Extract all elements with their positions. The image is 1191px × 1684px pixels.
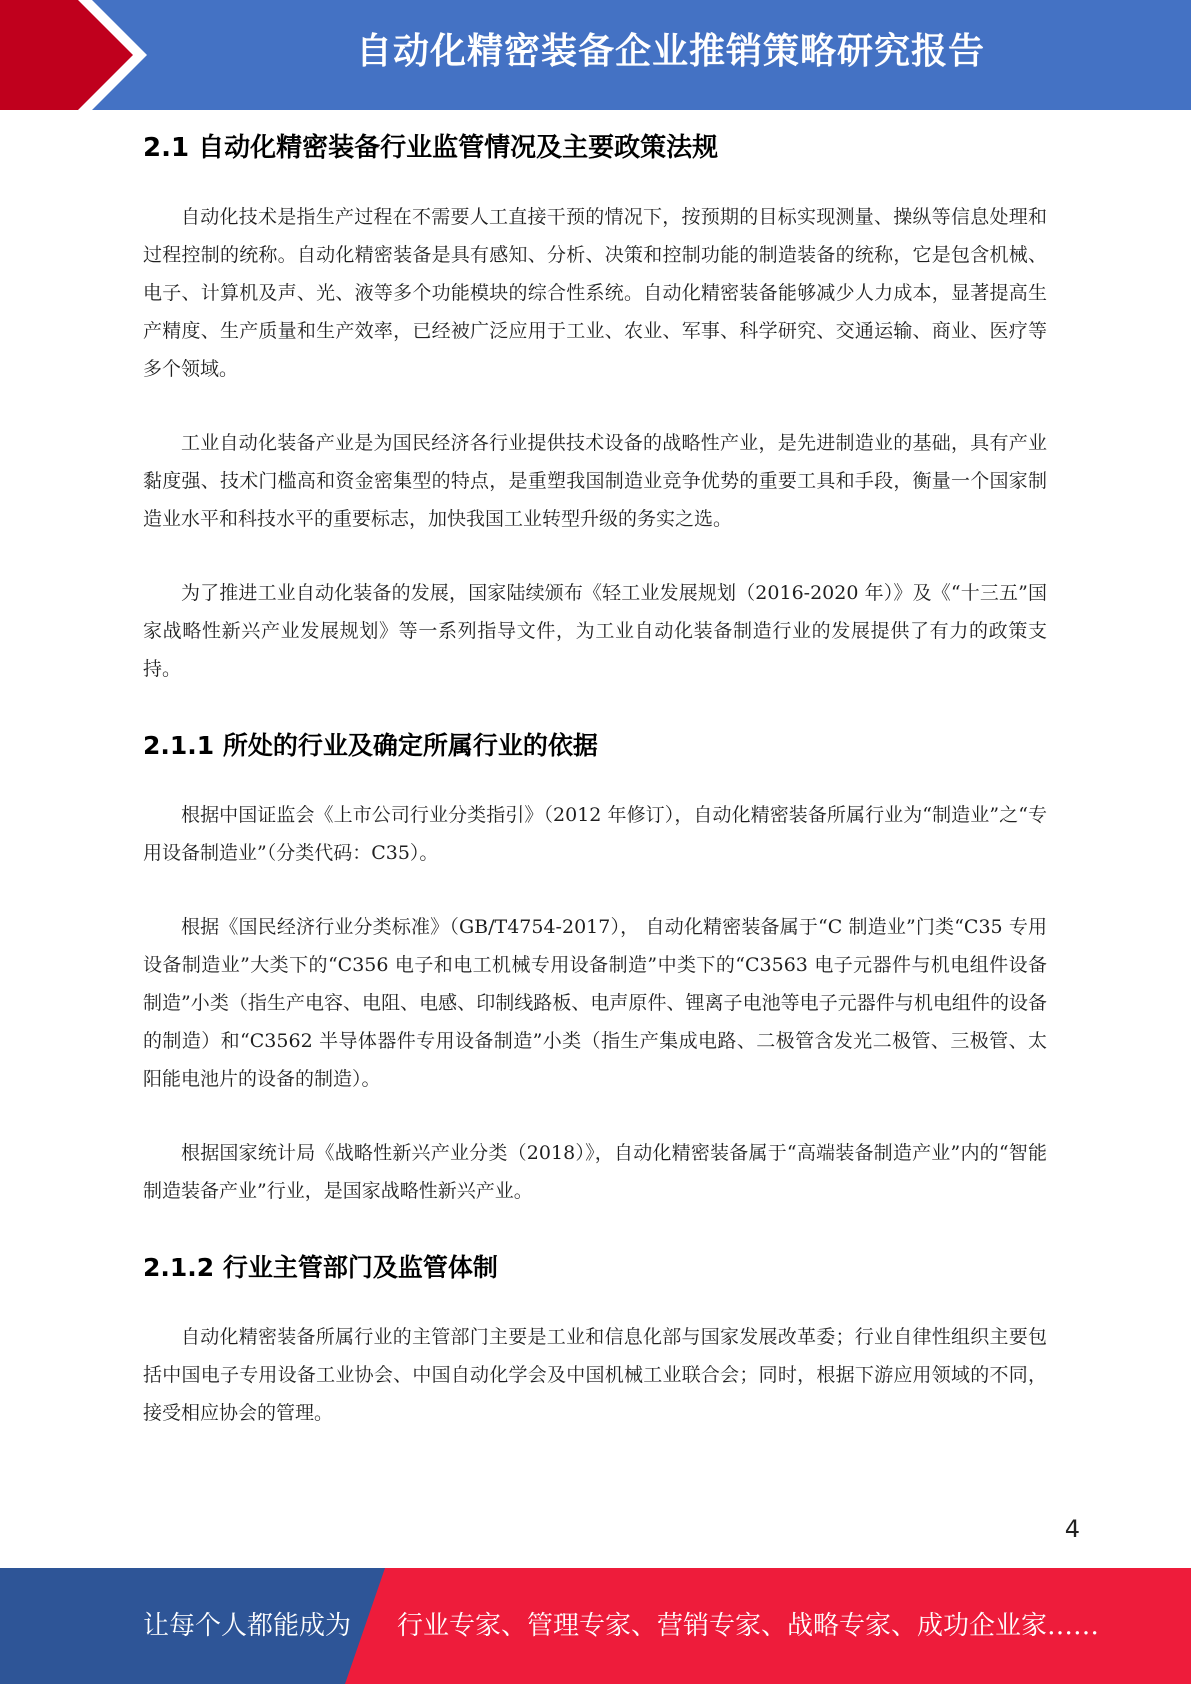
- paragraph: 自动化精密装备所属行业的主管部门主要是工业和信息化部与国家发展改革委；行业自律性组织主要包括中国电子专用设备工业协会、中国自动化学会及中国机械工业联合会；同时，根据下游应用领域的不同，接受相应协会的管理。: [143, 1326, 1047, 1424]
- paragraph: 自动化技术是指生产过程在不需要人工直接干预的情况下，按预期的目标实现测量、操纵等信息处理和过程控制的统称。自动化精密装备是具有感知、分析、决策和控制功能的制造装备的统称，它是包含机械、电子、计算机及声、光、液等多个功能模块的综合性系统。自动化精密装备能够减少人力成本，显著提高生产精度、生产质量和生产效率，已经被广泛应用于工业、农业、军事、科学研究、交通运输、商业、医疗等多个领域。: [143, 206, 1047, 380]
- footer-slogan-right: 行业专家、管理专家、营销专家、战略专家、成功企业家……: [397, 1611, 1100, 1641]
- header-banner: [0, 0, 1191, 110]
- section-heading: 2.1 自动化精密装备行业监管情况及主要政策法规: [143, 133, 719, 163]
- document-body: [143, 126, 1047, 1468]
- paragraph: 根据中国证监会《上市公司行业分类指引》（2012 年修订），自动化精密装备所属行业为“制造业”之“专用设备制造业”（分类代码：C35）。: [143, 804, 1047, 864]
- subsection-heading: 2.1.2 行业主管部门及监管体制: [143, 1253, 498, 1282]
- paragraph: 根据国家统计局《战略性新兴产业分类（2018）》，自动化精密装备属于“高端装备制造产业”内的“智能制造装备产业”行业，是国家战略性新兴产业。: [143, 1142, 1047, 1202]
- footer-banner: [0, 1568, 1191, 1684]
- report-title: 自动化精密装备企业推销策略研究报告: [355, 31, 985, 72]
- chevron-logo-icon: [0, 0, 160, 110]
- paragraph: 工业自动化装备产业是为国民经济各行业提供技术设备的战略性产业，是先进制造业的基础，具有产业黏度强、技术门槛高和资金密集型的特点，是重塑我国制造业竞争优势的重要工具和手段，衡量一个国家制造业水平和科技水平的重要标志，加快我国工业转型升级的务实之选。: [143, 432, 1047, 530]
- paragraph: 为了推进工业自动化装备的发展，国家陆续颁布《轻工业发展规划（2016-2020 年）》及《“十三五”国家战略性新兴产业发展规划》等一系列指导文件，为工业自动化装备制造行业的发展提供了有力的政策支持。: [143, 582, 1047, 680]
- footer-slogan-left: 让每个人都能成为: [143, 1611, 352, 1641]
- paragraph: 根据《国民经济行业分类标准》（GB/T4754-2017）， 自动化精密装备属于“C 制造业”门类“C35 专用设备制造业”大类下的“C356 电子和电工机械专用设备制造”中类下的“C3563 电子元器件与机电组件设备制造”小类（指生产电容、电阻、电感、印制线路板、电声原件、锂离子电池等电子元器件与机电组件的设备的制造）和“C3562 半导体器件专用设备制造”小类（指生产集成电路、二极管含发光二极管、三极管、太阳能电池片的设备的制造）。: [143, 916, 1047, 1090]
- page-number: 4: [1064, 1515, 1080, 1543]
- subsection-heading: 2.1.1 所处的行业及确定所属行业的依据: [143, 731, 598, 760]
